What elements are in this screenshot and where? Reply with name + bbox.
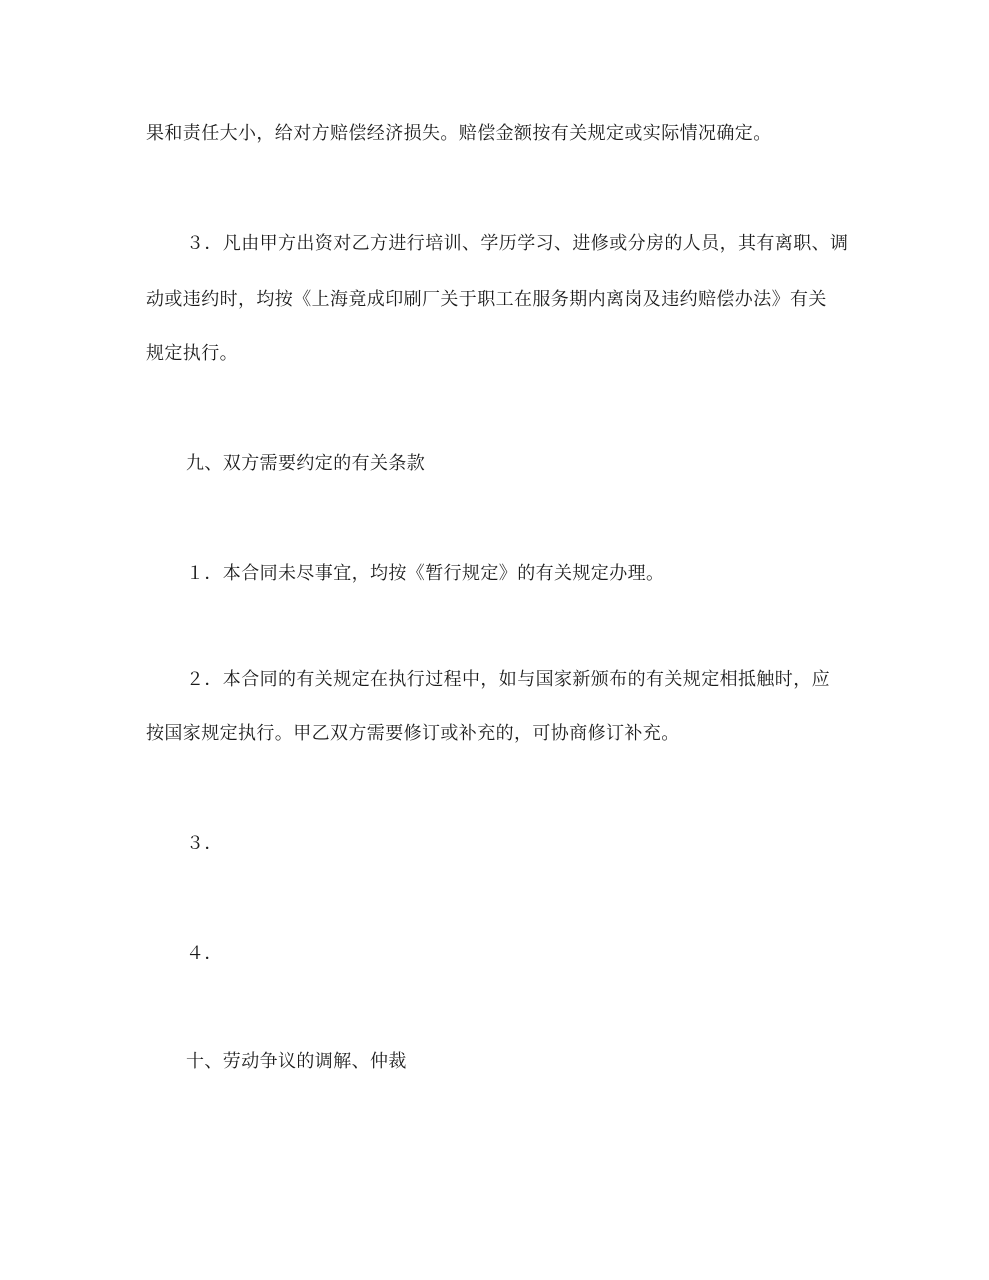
paragraph-line: 果和责任大小，给对方赔偿经济损失。赔偿金额按有关规定或实际情况确定。	[146, 123, 772, 144]
paragraph-line: ２．本合同的有关规定在执行过程中，如与国家新颁布的有关规定相抵触时，应	[186, 669, 830, 690]
paragraph-line: １．本合同未尽事宜，均按《暂行规定》的有关规定办理。	[186, 563, 665, 584]
paragraph-line: 规定执行。	[146, 343, 238, 364]
section-heading: 十、劳动争议的调解、仲裁	[186, 1051, 407, 1072]
paragraph-line: 按国家规定执行。甲乙双方需要修订或补充的，可协商修订补充。	[146, 723, 680, 744]
list-item-number: ４．	[186, 943, 223, 964]
paragraph-line: 动或违约时，均按《上海竟成印刷厂关于职工在服务期内离岗及违约赔偿办法》有关	[146, 289, 827, 310]
list-item-number: ３．	[186, 833, 223, 854]
paragraph-line: ３．凡由甲方出资对乙方进行培训、学历学习、进修或分房的人员，其有离职、调	[186, 233, 849, 254]
section-heading: 九、双方需要约定的有关条款	[186, 453, 426, 474]
